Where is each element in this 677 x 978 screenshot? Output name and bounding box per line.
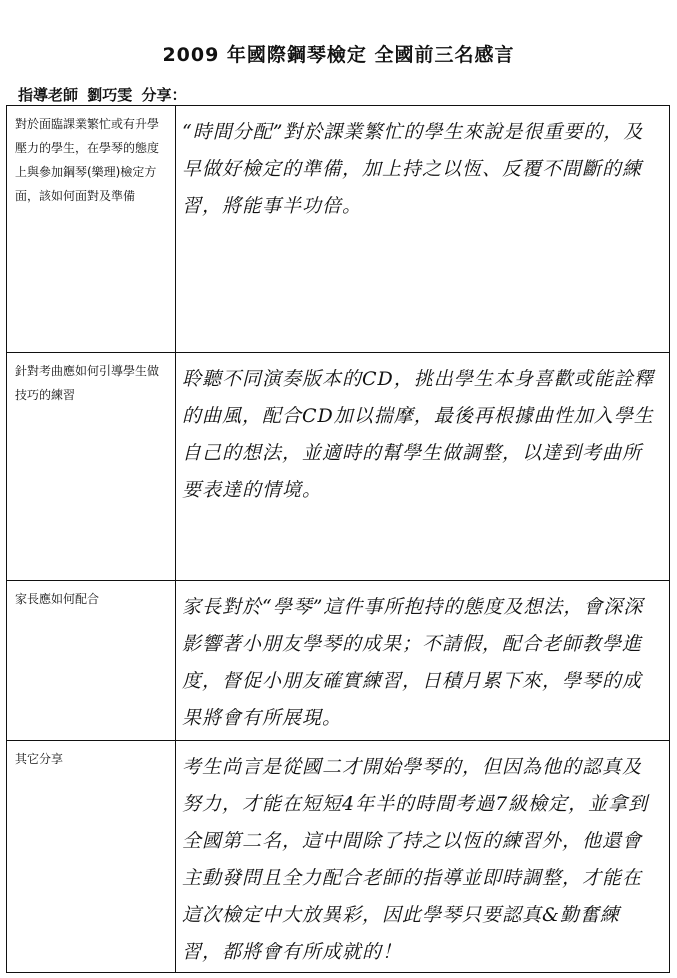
qa-row — [7, 741, 670, 973]
answer-cell — [176, 353, 670, 581]
answer-cell — [176, 741, 670, 973]
qa-row — [7, 106, 670, 353]
answer-cell — [176, 581, 670, 741]
qa-row — [7, 353, 670, 581]
answer-cell — [176, 106, 670, 353]
question-cell: 針對考曲應如何引導學生做技巧的練習 — [7, 353, 176, 581]
answer-text: 考生尚言是從國二才開始學琴的，但因為他的認真及努力，才能在短短4年半的時間考過7級檢定，並拿到全國第二名，這中間除了持之以恆的練習外，他還會主動發問且全力配合老師的指導並即時調整，才能在這次檢定中大放異彩，因此學琴只要認真&勤奮練習，都將會有所成就的！ — [182, 756, 649, 963]
question-cell: 對於面臨課業繁忙或有升學壓力的學生，在學琴的態度上與參加鋼琴(樂理)檢定方面，該如何面對及準備 — [7, 106, 176, 353]
qa-row — [7, 581, 670, 741]
answer-text: 聆聽不同演奏版本的CD，挑出學生本身喜歡或能詮釋的曲風，配合CD加以揣摩，最後再根據曲性加入學生自己的想法，並適時的幫學生做調整，以達到考曲所要表達的情境。 — [182, 368, 654, 501]
page-title: 2009 年國際鋼琴檢定 全國前三名感言 — [162, 44, 515, 66]
question-cell: 家長應如何配合 — [7, 581, 176, 741]
answer-text: “時間分配”對於課業繁忙的學生來說是很重要的，及早做好檢定的準備，加上持之以恆、反覆不間斷的練習，將能事半功倍。 — [182, 121, 644, 217]
teacher-suffix: 分享： — [141, 86, 187, 104]
answer-text: 家長對於“學琴”這件事所抱持的態度及想法，會深深影響著小朋友學琴的成果；不請假，配合老師教學進度，督促小朋友確實練習，日積月累下來，學琴的成果將會有所展現。 — [182, 596, 644, 729]
question-cell: 其它分享 — [7, 741, 176, 973]
teacher-role: 指導老師 — [18, 86, 79, 104]
teacher-name: 劉巧雯 — [87, 86, 133, 104]
qa-table — [6, 105, 670, 973]
teacher-line — [18, 84, 191, 105]
